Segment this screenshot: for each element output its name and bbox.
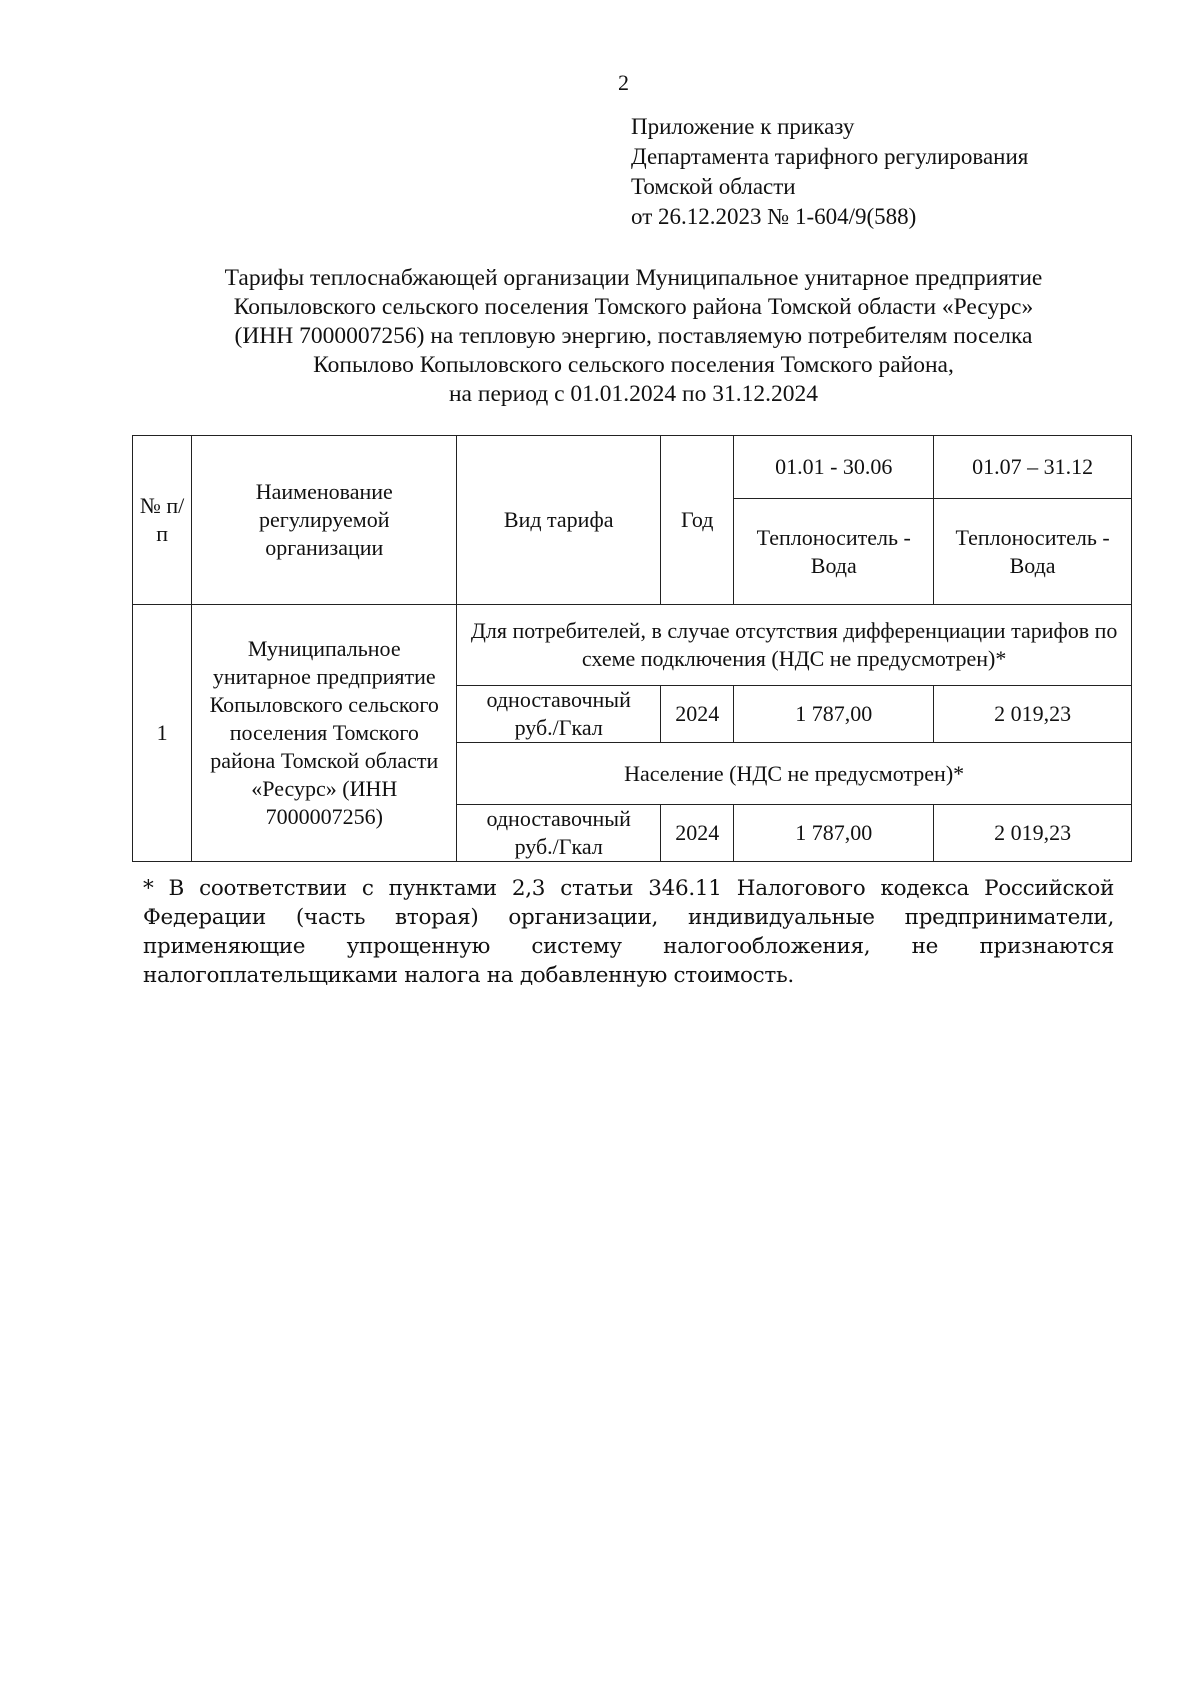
approval-block: [631, 112, 1028, 232]
value-period-2: 2 019,23: [934, 805, 1132, 862]
header-period-1: 01.01 - 30.06: [734, 436, 934, 499]
header-period-2: 01.07 – 31.12: [934, 436, 1132, 499]
tariff-table: [132, 435, 1132, 862]
row-org-name: Муниципальное унитарное предприятие Копыловского сельского поселения Томского района Томской области «Ресурс» (ИНН 7000007256): [192, 605, 457, 862]
group-label: Население (НДС не предусмотрен)*: [457, 743, 1132, 805]
approval-order-number: от 26.12.2023 № 1-604/9(588): [631, 204, 917, 229]
row-number: 1: [133, 605, 192, 862]
table-group-row: [133, 605, 1132, 686]
year-cell: 2024: [661, 805, 734, 862]
tariff-kind-cell: одноставочный руб./Гкал: [457, 805, 661, 862]
document-title: [100, 264, 1167, 409]
approval-line: Департамента тарифного регулирования: [631, 144, 1029, 169]
title-line: (ИНН 7000007256) на тепловую энергию, поставляемую потребителям поселка: [234, 323, 1033, 349]
value-period-2: 2 019,23: [934, 686, 1132, 743]
title-line: Тарифы теплоснабжающей организации Муниципальное унитарное предприятие: [224, 265, 1043, 291]
approval-line: Приложение к приказу: [631, 114, 855, 139]
tariff-kind-cell: одноставочный руб./Гкал: [457, 686, 661, 743]
title-line: Копыловского сельского поселения Томского района Томской области «Ресурс»: [233, 294, 1034, 320]
header-year: Год: [661, 436, 734, 605]
page-number: 2: [618, 70, 629, 95]
header-tariff-kind: Вид тарифа: [457, 436, 661, 605]
group-label: Для потребителей, в случае отсутствия дифференциации тарифов по схеме подключения (НДС не предусмотрен)*: [457, 605, 1132, 686]
approval-line: Томской области: [631, 174, 796, 199]
value-period-1: 1 787,00: [734, 805, 934, 862]
year-cell: 2024: [661, 686, 734, 743]
footnote: * В соответствии с пунктами 2,3 статьи 346.11 Налогового кодекса Российской Федерации (часть вторая) организации, индивидуальные предприниматели, применяющие упрощенную систему налогообложения, не признаются налогоплательщиками налога на добавленную стоимость.: [143, 876, 1114, 988]
header-carrier-1: Теплоноситель - Вода: [734, 499, 934, 605]
header-carrier-2: Теплоноситель - Вода: [934, 499, 1132, 605]
title-line: Копылово Копыловского сельского поселения Томского района,: [313, 352, 954, 378]
header-org-name: Наименование регулируемой организации: [192, 436, 457, 605]
table-header-row: [133, 436, 1132, 499]
header-number: № п/п: [133, 436, 192, 605]
title-line: на период с 01.01.2024 по 31.12.2024: [448, 381, 818, 407]
value-period-1: 1 787,00: [734, 686, 934, 743]
